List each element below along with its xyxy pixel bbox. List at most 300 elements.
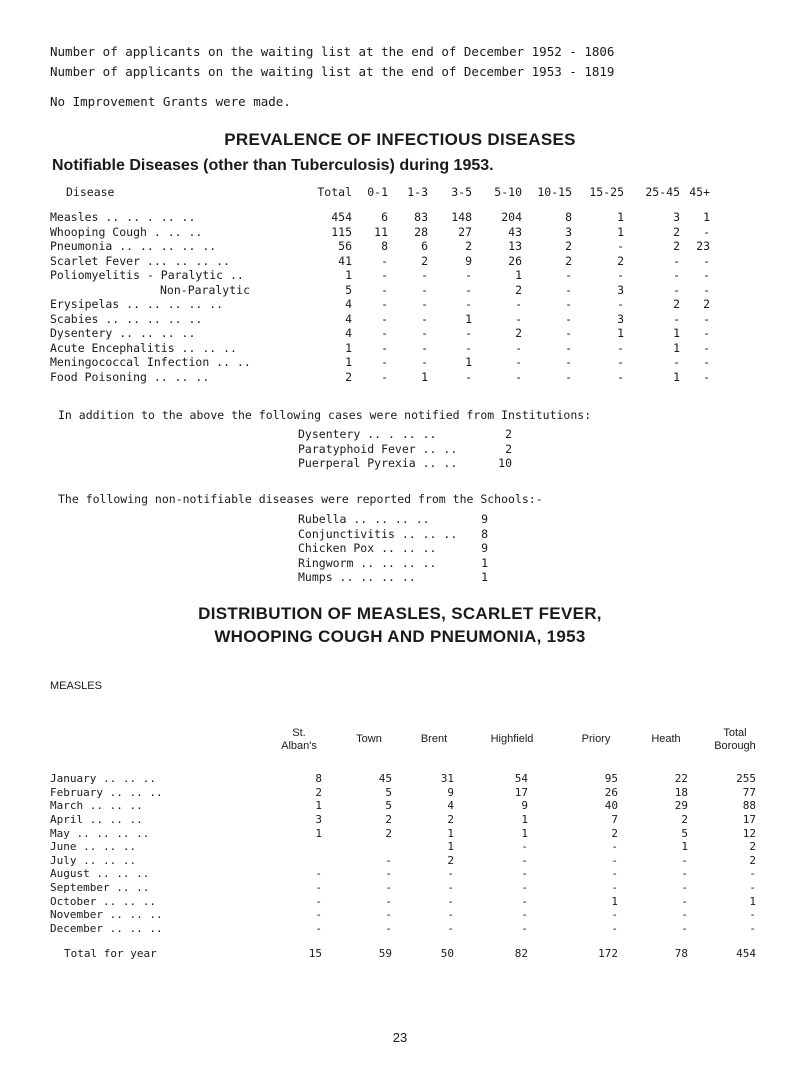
cell-value: -: [681, 867, 688, 881]
table-row: [50, 908, 756, 922]
disease-value: -: [465, 268, 472, 283]
month-label: August .. .. ..: [50, 867, 150, 881]
disease-name: Erysipelas .. .. .. .. ..: [50, 297, 224, 312]
institutions-intro: In addition to the above the following cases were notified from Institutions:: [58, 408, 592, 422]
cell-value: -: [521, 881, 528, 895]
month-label: July .. .. ..: [50, 853, 137, 867]
disease-value: -: [565, 268, 572, 283]
disease-value: 2: [465, 239, 472, 254]
col-header-total-line1: Total: [723, 727, 747, 739]
disease-value: 1: [345, 268, 352, 283]
cell-value: -: [521, 921, 528, 935]
disease-value: -: [703, 253, 710, 268]
disease-value: 204: [501, 210, 522, 225]
list-item-name: Chicken Pox .. .. ..: [298, 541, 437, 556]
col-header-age-0-1: 0-1: [367, 185, 388, 199]
disease-value: -: [515, 311, 522, 326]
disease-value: -: [565, 340, 572, 355]
cell-value: 22: [674, 772, 688, 786]
disease-value: -: [421, 268, 428, 283]
disease-value: -: [617, 340, 624, 355]
disease-value: 3: [617, 282, 624, 297]
waiting-list-1953: Number of applicants on the waiting list at the end of December 1953 - 1819: [50, 64, 615, 79]
disease-value: -: [421, 340, 428, 355]
disease-row: [50, 341, 710, 356]
cell-value: -: [749, 867, 756, 881]
cell-value: -: [611, 853, 618, 867]
cell-value: -: [447, 881, 454, 895]
cell-value: -: [749, 881, 756, 895]
disease-value: -: [565, 369, 572, 384]
disease-value: -: [465, 282, 472, 297]
disease-value: 13: [508, 239, 522, 254]
cell-value: -: [315, 908, 322, 922]
cell-value: 17: [742, 813, 756, 827]
cell-value: 5: [385, 785, 392, 799]
list-item: [298, 427, 512, 442]
list-item: [298, 541, 488, 556]
cell-value: 88: [742, 799, 756, 813]
disease-value: 8: [565, 210, 572, 225]
cell-value: 2: [385, 826, 392, 840]
disease-value: -: [703, 224, 710, 239]
table-row: [50, 799, 756, 813]
disease-value: -: [381, 311, 388, 326]
list-item-name: Conjunctivitis .. .. ..: [298, 526, 458, 541]
cell-value: 45: [378, 772, 392, 786]
cell-value: 1: [611, 894, 618, 908]
cell-value: 26: [604, 785, 618, 799]
disease-value: -: [421, 297, 428, 312]
cell-value: 1: [447, 840, 454, 854]
disease-value: 2: [515, 326, 522, 341]
disease-value: -: [617, 297, 624, 312]
disease-value: 1: [345, 340, 352, 355]
col-header-age-3-5: 3-5: [451, 185, 472, 199]
cell-value: 77: [742, 785, 756, 799]
disease-value: 43: [508, 224, 522, 239]
disease-row: [50, 370, 710, 385]
cell-value: 9: [521, 799, 528, 813]
disease-value: 1: [673, 326, 680, 341]
total-value: 454: [736, 947, 756, 961]
cell-value: -: [385, 908, 392, 922]
disease-value: 2: [565, 239, 572, 254]
total-value: 78: [674, 947, 688, 961]
disease-value: 26: [508, 253, 522, 268]
list-item-name: Dysentery .. . .. ..: [298, 427, 437, 442]
cell-value: -: [749, 908, 756, 922]
disease-value: 23: [696, 239, 710, 254]
disease-value: -: [381, 268, 388, 283]
disease-value: -: [565, 355, 572, 370]
disease-name: Acute Encephalitis .. .. ..: [50, 340, 237, 355]
cell-value: -: [611, 867, 618, 881]
list-item-value: 9: [481, 541, 488, 556]
disease-row: [50, 239, 710, 254]
cell-value: -: [315, 921, 322, 935]
disease-value: 1: [421, 369, 428, 384]
disease-value: 3: [565, 224, 572, 239]
cell-value: -: [681, 908, 688, 922]
disease-value: 3: [617, 311, 624, 326]
disease-value: -: [703, 355, 710, 370]
table-row: [50, 826, 756, 840]
total-row: [50, 947, 756, 961]
cell-value: 17: [514, 785, 528, 799]
disease-row: [50, 268, 710, 283]
cell-value: -: [521, 908, 528, 922]
month-label: January .. .. ..: [50, 772, 156, 786]
month-label: December .. .. ..: [50, 921, 163, 935]
disease-value: -: [515, 355, 522, 370]
cell-value: 1: [521, 826, 528, 840]
cell-value: -: [611, 921, 618, 935]
cell-value: -: [521, 867, 528, 881]
disease-value: -: [617, 369, 624, 384]
disease-row: [50, 312, 710, 327]
list-item: [298, 456, 512, 471]
col-header-heath: Heath: [651, 733, 681, 745]
cell-value: [322, 840, 392, 854]
disease-row: [50, 355, 710, 370]
col-header-total-line2: Borough: [714, 740, 756, 752]
cell-value: 54: [514, 772, 528, 786]
cell-value: 31: [440, 772, 454, 786]
cell-value: -: [611, 881, 618, 895]
disease-value: -: [673, 311, 680, 326]
list-item-value: 2: [505, 427, 512, 442]
disease-value: -: [565, 282, 572, 297]
disease-value: 4: [345, 326, 352, 341]
disease-value: 4: [345, 297, 352, 312]
disease-value: 148: [451, 210, 472, 225]
total-value: 82: [514, 947, 528, 961]
total-value: 59: [378, 947, 392, 961]
col-header-town: Town: [356, 733, 382, 745]
waiting-list-1952: Number of applicants on the waiting list at the end of December 1952 - 1806: [50, 44, 615, 59]
disease-value: 2: [515, 282, 522, 297]
disease-value: 115: [331, 224, 352, 239]
notifiable-diseases-table: [50, 181, 710, 384]
disease-value: 9: [465, 253, 472, 268]
month-label: March .. .. ..: [50, 799, 143, 813]
list-item-value: 9: [481, 512, 488, 527]
table-row: [50, 867, 756, 881]
list-item: [298, 512, 488, 527]
month-label: October .. .. ..: [50, 894, 156, 908]
cell-value: 2: [749, 840, 756, 854]
disease-value: -: [421, 355, 428, 370]
disease-value: 2: [565, 253, 572, 268]
cell-value: -: [521, 840, 528, 854]
cell-value: 2: [447, 853, 454, 867]
month-label: September .. ..: [50, 881, 150, 895]
month-label: May .. .. .. ..: [50, 826, 150, 840]
disease-value: -: [381, 253, 388, 268]
col-header-age-5-10: 5-10: [494, 185, 522, 199]
cell-value: 18: [674, 785, 688, 799]
cell-value: 5: [681, 826, 688, 840]
disease-row: [50, 283, 710, 298]
disease-value: 2: [421, 253, 428, 268]
disease-value: -: [565, 326, 572, 341]
disease-value: -: [565, 297, 572, 312]
disease-row: [50, 254, 710, 269]
cell-value: 1: [315, 799, 322, 813]
disease-row: [50, 225, 710, 240]
cell-value: 2: [681, 813, 688, 827]
cell-value: -: [447, 867, 454, 881]
disease-row: [50, 297, 710, 312]
cell-value: -: [611, 840, 618, 854]
cell-value: 29: [674, 799, 688, 813]
total-label: Total for year: [64, 947, 157, 961]
disease-value: 2: [345, 369, 352, 384]
disease-value: 1: [673, 340, 680, 355]
disease-value: -: [515, 297, 522, 312]
cell-value: -: [447, 894, 454, 908]
disease-value: -: [421, 311, 428, 326]
disease-value: -: [381, 297, 388, 312]
col-header-total: Total: [317, 185, 352, 199]
disease-value: -: [673, 355, 680, 370]
list-item: [298, 442, 512, 457]
col-header-age-10-15: 10-15: [537, 185, 572, 199]
cell-value: -: [385, 921, 392, 935]
cell-value: 1: [749, 894, 756, 908]
disease-value: 1: [515, 268, 522, 283]
list-item-value: 8: [481, 526, 488, 541]
list-item-name: Mumps .. .. .. ..: [298, 570, 416, 585]
measles-distribution-table: [50, 772, 756, 961]
cell-value: 2: [447, 813, 454, 827]
list-item-value: 2: [505, 441, 512, 456]
list-item-value: 1: [481, 555, 488, 570]
cell-value: 40: [604, 799, 618, 813]
disease-row: [50, 326, 710, 341]
disease-value: 1: [703, 210, 710, 225]
disease-value: 1: [617, 224, 624, 239]
table-row: [50, 786, 756, 800]
month-label: June .. .. ..: [50, 840, 137, 854]
disease-value: 28: [414, 224, 428, 239]
disease-value: 2: [673, 239, 680, 254]
cell-value: 9: [447, 785, 454, 799]
institutions-list: [298, 427, 512, 471]
disease-value: 1: [617, 210, 624, 225]
disease-value: 2: [673, 297, 680, 312]
cell-value: -: [385, 853, 392, 867]
disease-value: -: [381, 369, 388, 384]
cell-value: 4: [447, 799, 454, 813]
disease-value: 2: [617, 253, 624, 268]
page-number: 23: [392, 1030, 408, 1045]
cell-value: 1: [681, 840, 688, 854]
col-header-highfield: Highfield: [490, 733, 534, 745]
disease-value: 8: [381, 239, 388, 254]
disease-name: Whooping Cough . .. ..: [50, 224, 203, 239]
disease-name: Food Poisoning .. .. ..: [50, 369, 210, 384]
disease-value: -: [703, 326, 710, 341]
cell-value: -: [315, 894, 322, 908]
cell-value: 12: [742, 826, 756, 840]
col-header-age-15-25: 15-25: [589, 185, 624, 199]
cell-value: 1: [315, 826, 322, 840]
disease-value: -: [381, 355, 388, 370]
cell-value: -: [447, 921, 454, 935]
disease-value: 56: [338, 239, 352, 254]
disease-value: -: [617, 268, 624, 283]
cell-value: -: [521, 853, 528, 867]
cell-value: 1: [447, 826, 454, 840]
schools-list: [298, 512, 488, 585]
cell-value: -: [315, 881, 322, 895]
disease-value: -: [465, 369, 472, 384]
list-item-name: Ringworm .. .. .. ..: [298, 555, 437, 570]
disease-value: 11: [374, 224, 388, 239]
cell-value: -: [315, 867, 322, 881]
table-row: [50, 894, 756, 908]
month-label: February .. .. ..: [50, 785, 163, 799]
cell-value: [270, 840, 322, 854]
table-row: [50, 922, 756, 936]
disease-value: 6: [421, 239, 428, 254]
total-value: 50: [440, 947, 454, 961]
disease-value: 1: [345, 355, 352, 370]
distribution-title-line1: DISTRIBUTION OF MEASLES, SCARLET FEVER,: [198, 604, 602, 623]
disease-value: -: [703, 369, 710, 384]
cell-value: 3: [315, 813, 322, 827]
disease-name: Meningococcal Infection .. ..: [50, 355, 251, 370]
disease-value: 1: [465, 311, 472, 326]
col-header-age-45-plus: 45+: [689, 185, 710, 199]
disease-value: -: [515, 369, 522, 384]
disease-value: -: [381, 326, 388, 341]
cell-value: 255: [736, 772, 756, 786]
disease-name: Scabies .. .. .. .. ..: [50, 311, 203, 326]
col-header-st-albans-line1: St.: [292, 727, 306, 739]
disease-value: 27: [458, 224, 472, 239]
prevalence-title: PREVALENCE OF INFECTIOUS DISEASES: [224, 130, 576, 149]
cell-value: -: [385, 867, 392, 881]
disease-value: -: [703, 268, 710, 283]
disease-value: -: [703, 340, 710, 355]
table-row: [50, 813, 756, 827]
total-value: 15: [308, 947, 322, 961]
disease-value: 1: [617, 326, 624, 341]
cell-value: 7: [611, 813, 618, 827]
disease-value: -: [673, 253, 680, 268]
cell-value: -: [447, 908, 454, 922]
cell-value: [270, 854, 322, 868]
disease-value: 83: [414, 210, 428, 225]
schools-intro: The following non-notifiable diseases were reported from the Schools:-: [58, 492, 543, 506]
month-label: April .. .. ..: [50, 813, 143, 827]
list-item: [298, 570, 488, 585]
disease-value: -: [421, 282, 428, 297]
disease-value: -: [465, 297, 472, 312]
disease-name: Measles .. .. . .. ..: [50, 210, 196, 225]
table-row: [50, 772, 756, 786]
prevalence-subtitle: Notifiable Diseases (other than Tuberculosis) during 1953.: [52, 157, 494, 174]
disease-name: Poliomyelitis - Paralytic ..: [50, 268, 244, 283]
disease-value: 454: [331, 210, 352, 225]
cell-value: -: [681, 921, 688, 935]
cell-value: 1: [521, 813, 528, 827]
disease-value: -: [703, 311, 710, 326]
col-header-age-1-3: 1-3: [407, 185, 428, 199]
list-item-value: 10: [498, 456, 512, 471]
cell-value: 95: [604, 772, 618, 786]
disease-name: Pneumonia .. .. .. .. ..: [50, 239, 217, 254]
distribution-title-line2: WHOOPING COUGH AND PNEUMONIA, 1953: [214, 627, 586, 646]
disease-value: -: [673, 268, 680, 283]
col-header-age-25-45: 25-45: [645, 185, 680, 199]
disease-value: 3: [673, 210, 680, 225]
disease-value: -: [703, 282, 710, 297]
disease-name: Non-Paralytic: [160, 282, 251, 297]
total-value: 172: [598, 947, 618, 961]
cell-value: -: [611, 908, 618, 922]
disease-value: 2: [673, 224, 680, 239]
disease-value: 1: [465, 355, 472, 370]
disease-value: -: [565, 311, 572, 326]
disease-value: -: [381, 340, 388, 355]
disease-value: -: [617, 355, 624, 370]
measles-section-label: MEASLES: [50, 680, 102, 692]
disease-value: 2: [703, 297, 710, 312]
disease-name: Dysentery .. .. .. ..: [50, 326, 196, 341]
list-item: [298, 556, 488, 571]
cell-value: -: [385, 881, 392, 895]
disease-value: 4: [345, 311, 352, 326]
col-header-brent: Brent: [420, 733, 448, 745]
disease-name: Scarlet Fever ... .. .. ..: [50, 253, 231, 268]
cell-value: 2: [315, 785, 322, 799]
improvement-grants-note: No Improvement Grants were made.: [50, 94, 291, 109]
cell-value: -: [521, 894, 528, 908]
disease-value: -: [515, 340, 522, 355]
cell-value: 2: [385, 813, 392, 827]
cell-value: 2: [749, 853, 756, 867]
cell-value: -: [681, 881, 688, 895]
disease-value: -: [421, 326, 428, 341]
cell-value: -: [681, 894, 688, 908]
list-item-value: 1: [481, 570, 488, 585]
disease-value: -: [465, 340, 472, 355]
cell-value: -: [681, 853, 688, 867]
table-row: [50, 881, 756, 895]
cell-value: -: [385, 894, 392, 908]
table-row: [50, 854, 756, 868]
col-header-priory: Priory: [581, 733, 611, 745]
list-item: [298, 527, 488, 542]
cell-value: -: [749, 921, 756, 935]
cell-value: 5: [385, 799, 392, 813]
col-header-st-albans-line2: Alban's: [281, 740, 317, 752]
month-label: November .. .. ..: [50, 908, 163, 922]
disease-value: 6: [381, 210, 388, 225]
disease-value: 41: [338, 253, 352, 268]
notifiable-header-row: [50, 181, 710, 203]
list-item-name: Puerperal Pyrexia .. ..: [298, 456, 458, 471]
cell-value: 8: [315, 772, 322, 786]
col-header-disease: Disease: [66, 185, 115, 199]
disease-value: -: [381, 282, 388, 297]
list-item-name: Paratyphoid Fever .. ..: [298, 441, 458, 456]
list-item-name: Rubella .. .. .. ..: [298, 512, 430, 527]
